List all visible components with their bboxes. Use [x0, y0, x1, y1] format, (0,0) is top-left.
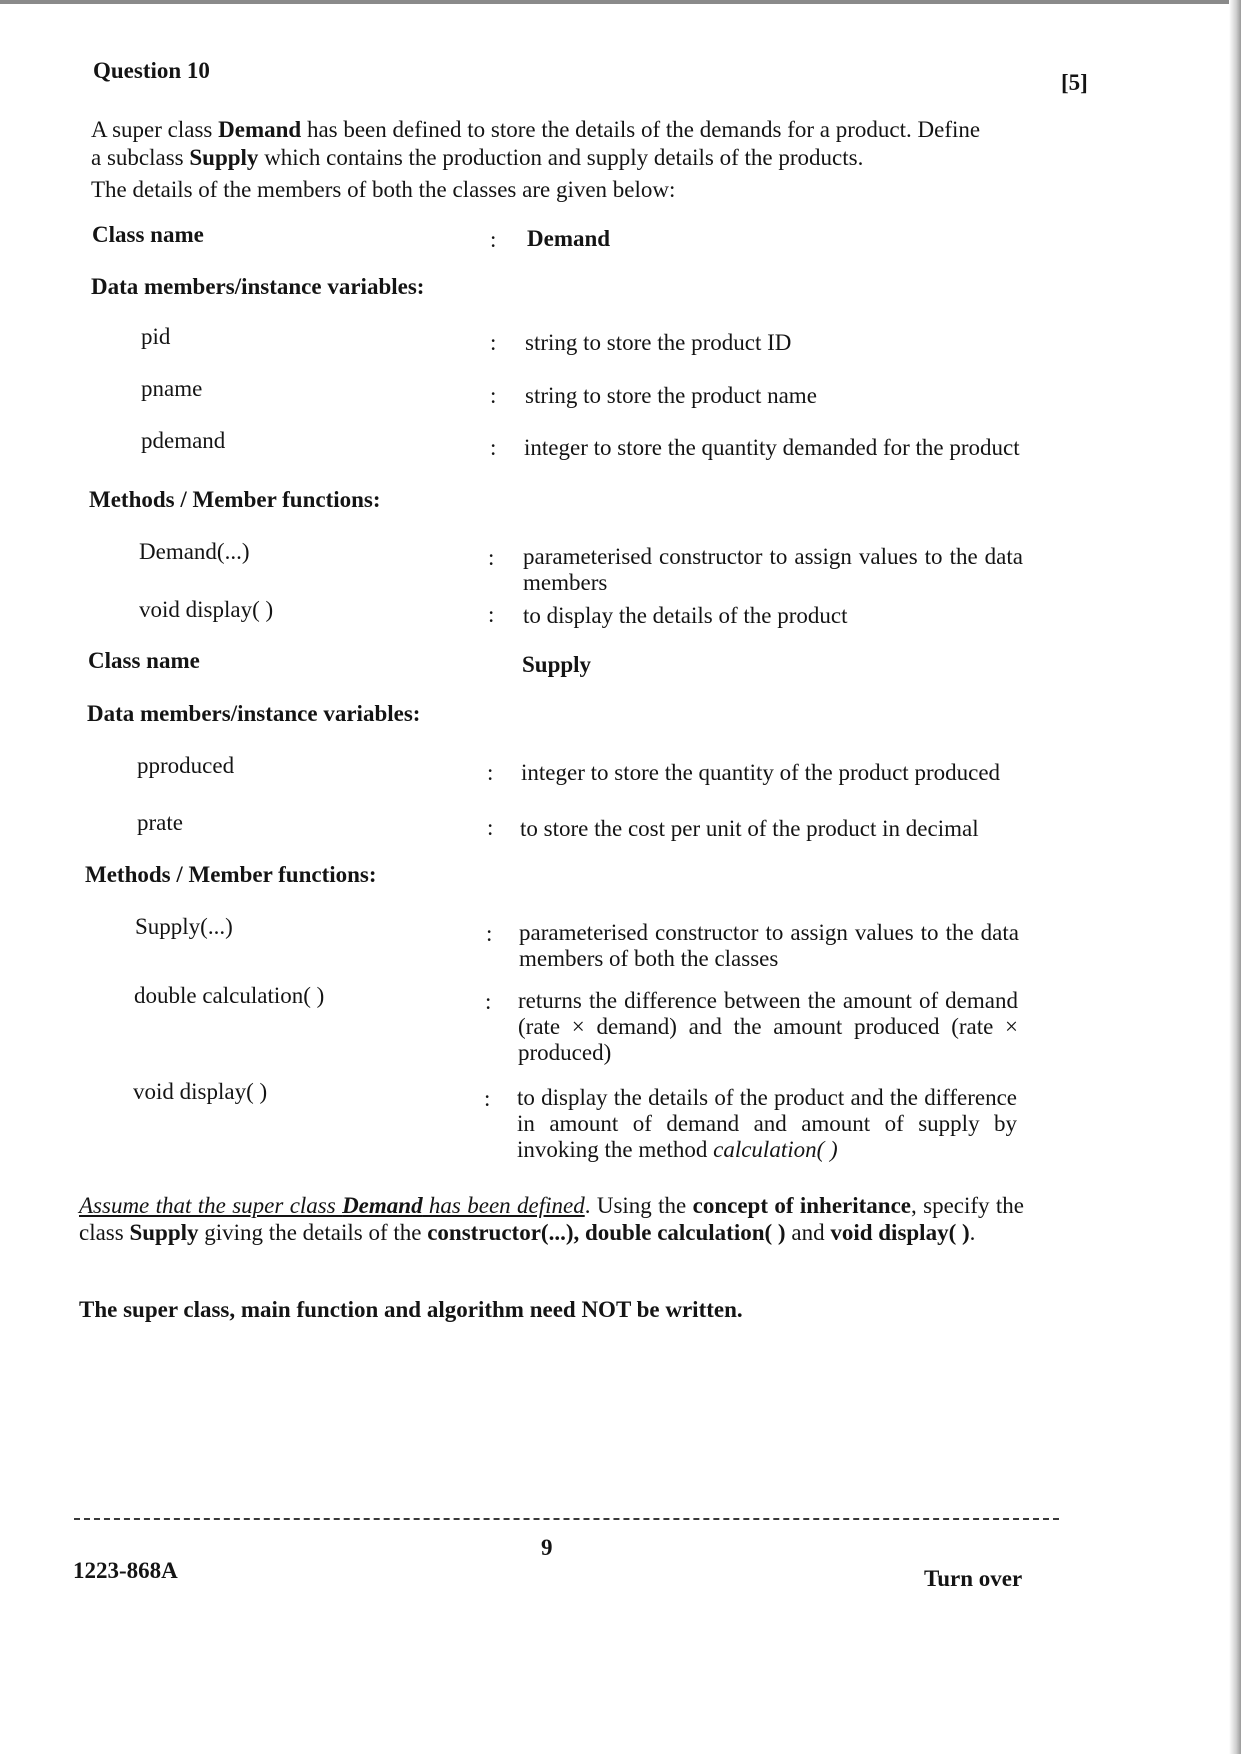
question-marks: [5] — [1061, 70, 1088, 95]
question-title: Question 10 — [93, 58, 210, 83]
colon: : — [487, 815, 494, 840]
member-pproduced: pproduced — [137, 753, 235, 778]
turn-over-label: Turn over — [924, 1566, 1023, 1591]
colon: : — [490, 383, 497, 408]
colon: : — [490, 227, 497, 252]
supply-class-name-label: Class name — [88, 648, 200, 673]
intro-line-3: The details of the members of both the classes are given below: — [91, 177, 676, 202]
member-prate: prate — [137, 810, 183, 835]
member-pid-desc: string to store the product ID — [525, 330, 792, 355]
supply-data-members-heading: Data members/instance variables: — [87, 701, 421, 726]
colon: : — [484, 1086, 491, 1111]
calculation-italic: calculation( ) — [713, 1137, 838, 1162]
demand-bold: Demand — [218, 117, 302, 142]
colon: : — [490, 330, 497, 355]
colon: : — [488, 602, 495, 627]
supply-class-name-value: Supply — [522, 652, 592, 677]
supply-bold: Supply — [189, 145, 259, 170]
method-demand-constructor: Demand(...) — [139, 539, 250, 564]
assume-underlined: Assume that the super class Demand has been defined — [79, 1193, 585, 1218]
member-pid: pid — [141, 324, 171, 349]
member-pdemand: pdemand — [141, 428, 226, 453]
intro-line-2: a subclass Supply which contains the production and supply details of the products. — [91, 145, 864, 170]
page-right-edge — [1229, 0, 1241, 1754]
method-calculation-desc: returns the difference between the amount of demand (rate × demand) and the amount produced (rate × produced) — [518, 988, 1018, 1065]
colon: : — [488, 545, 495, 570]
page-number: 9 — [541, 1535, 553, 1560]
method-calculation: double calculation( ) — [134, 983, 325, 1008]
intro-line-1: A super class Demand has been defined to store the details of the demands for a product. Define — [91, 117, 981, 142]
method-supply-display-desc: to display the details of the product and the difference in amount of demand and amount of supply by invoking the method calculation( ) — [517, 1085, 1017, 1162]
member-pdemand-desc: integer to store the quantity demanded for the product — [524, 435, 1020, 460]
colon: : — [487, 760, 494, 785]
demand-methods-heading: Methods / Member functions: — [89, 487, 381, 512]
method-demand-constructor-desc: parameterised constructor to assign values to the data members — [523, 544, 1023, 595]
supply-methods-heading: Methods / Member functions: — [85, 862, 377, 887]
method-supply-constructor: Supply(...) — [135, 914, 233, 939]
method-supply-display: void display( ) — [133, 1079, 268, 1104]
method-supply-constructor-desc: parameterised constructor to assign values to the data members of both the classes — [519, 920, 1019, 971]
footer-dashed-rule — [74, 1518, 1059, 1520]
paper-code: 1223-868A — [73, 1558, 178, 1583]
member-prate-desc: to store the cost per unit of the product in decimal — [520, 816, 979, 841]
demand-class-name-label: Class name — [92, 222, 204, 247]
final-instruction: The super class, main function and algorithm need NOT be written. — [79, 1297, 743, 1322]
instructions-paragraph: Assume that the super class Demand has been defined. Using the concept of inheritance, specify the class Supply giving the details of the constructor(...), double calculation( ) and void display( ). — [79, 1193, 1024, 1245]
colon: : — [486, 921, 493, 946]
method-demand-display: void display( ) — [139, 597, 274, 622]
demand-data-members-heading: Data members/instance variables: — [91, 274, 425, 299]
demand-class-name-value: Demand — [527, 226, 611, 251]
question-intro — [91, 116, 1031, 204]
method-demand-display-desc: to display the details of the product — [523, 603, 848, 628]
member-pname-desc: string to store the product name — [525, 383, 817, 408]
member-pproduced-desc: integer to store the quantity of the product produced — [521, 760, 1001, 785]
page-top-edge — [0, 0, 1241, 4]
member-pname: pname — [141, 376, 203, 401]
colon: : — [490, 435, 497, 460]
colon: : — [485, 989, 492, 1014]
